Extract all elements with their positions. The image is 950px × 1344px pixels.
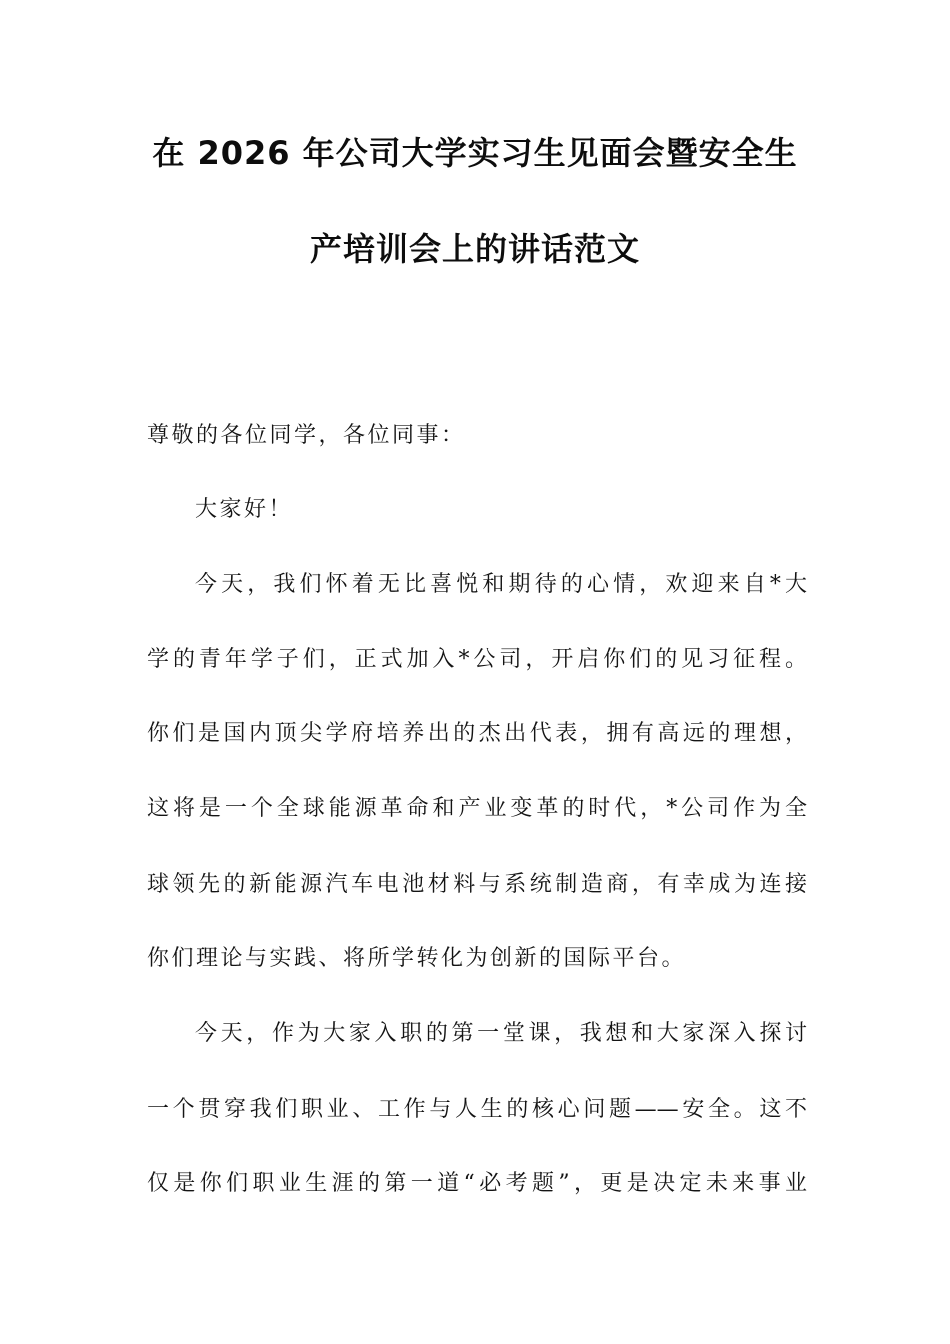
paragraph-1-line-4: 这将是一个全球能源革命和产业变革的时代，*公司作为全 — [147, 796, 807, 821]
paragraph-2-line-2: 一个贯穿我们职业、工作与人生的核心问题——安全。这不 — [147, 1097, 807, 1122]
paragraph-2-line-1: 今天，作为大家入职的第一堂课，我想和大家深入探讨 — [195, 1021, 807, 1046]
paragraph-1-line-3: 你们是国内顶尖学府培养出的杰出代表，拥有高远的理想， — [147, 721, 807, 746]
salutation: 尊敬的各位同学，各位同事： — [147, 423, 466, 448]
paragraph-2-line-3: 仅是你们职业生涯的第一道“必考题”，更是决定未来事业 — [147, 1171, 807, 1196]
document-title-line-2: 产培训会上的讲话范文 — [309, 230, 640, 268]
paragraph-1-line-6: 你们理论与实践、将所学转化为创新的国际平台。 — [147, 946, 687, 971]
greeting: 大家好！ — [195, 497, 294, 522]
paragraph-1-line-1: 今天，我们怀着无比喜悦和期待的心情，欢迎来自*大 — [195, 572, 807, 597]
paragraph-1-line-2: 学的青年学子们，正式加入*公司，开启你们的见习征程。 — [147, 647, 807, 672]
paragraph-1-line-5: 球领先的新能源汽车电池材料与系统制造商，有幸成为连接 — [147, 872, 807, 897]
document-title-line-1: 在 2026 年公司大学实习生见面会暨安全生 — [152, 134, 798, 172]
